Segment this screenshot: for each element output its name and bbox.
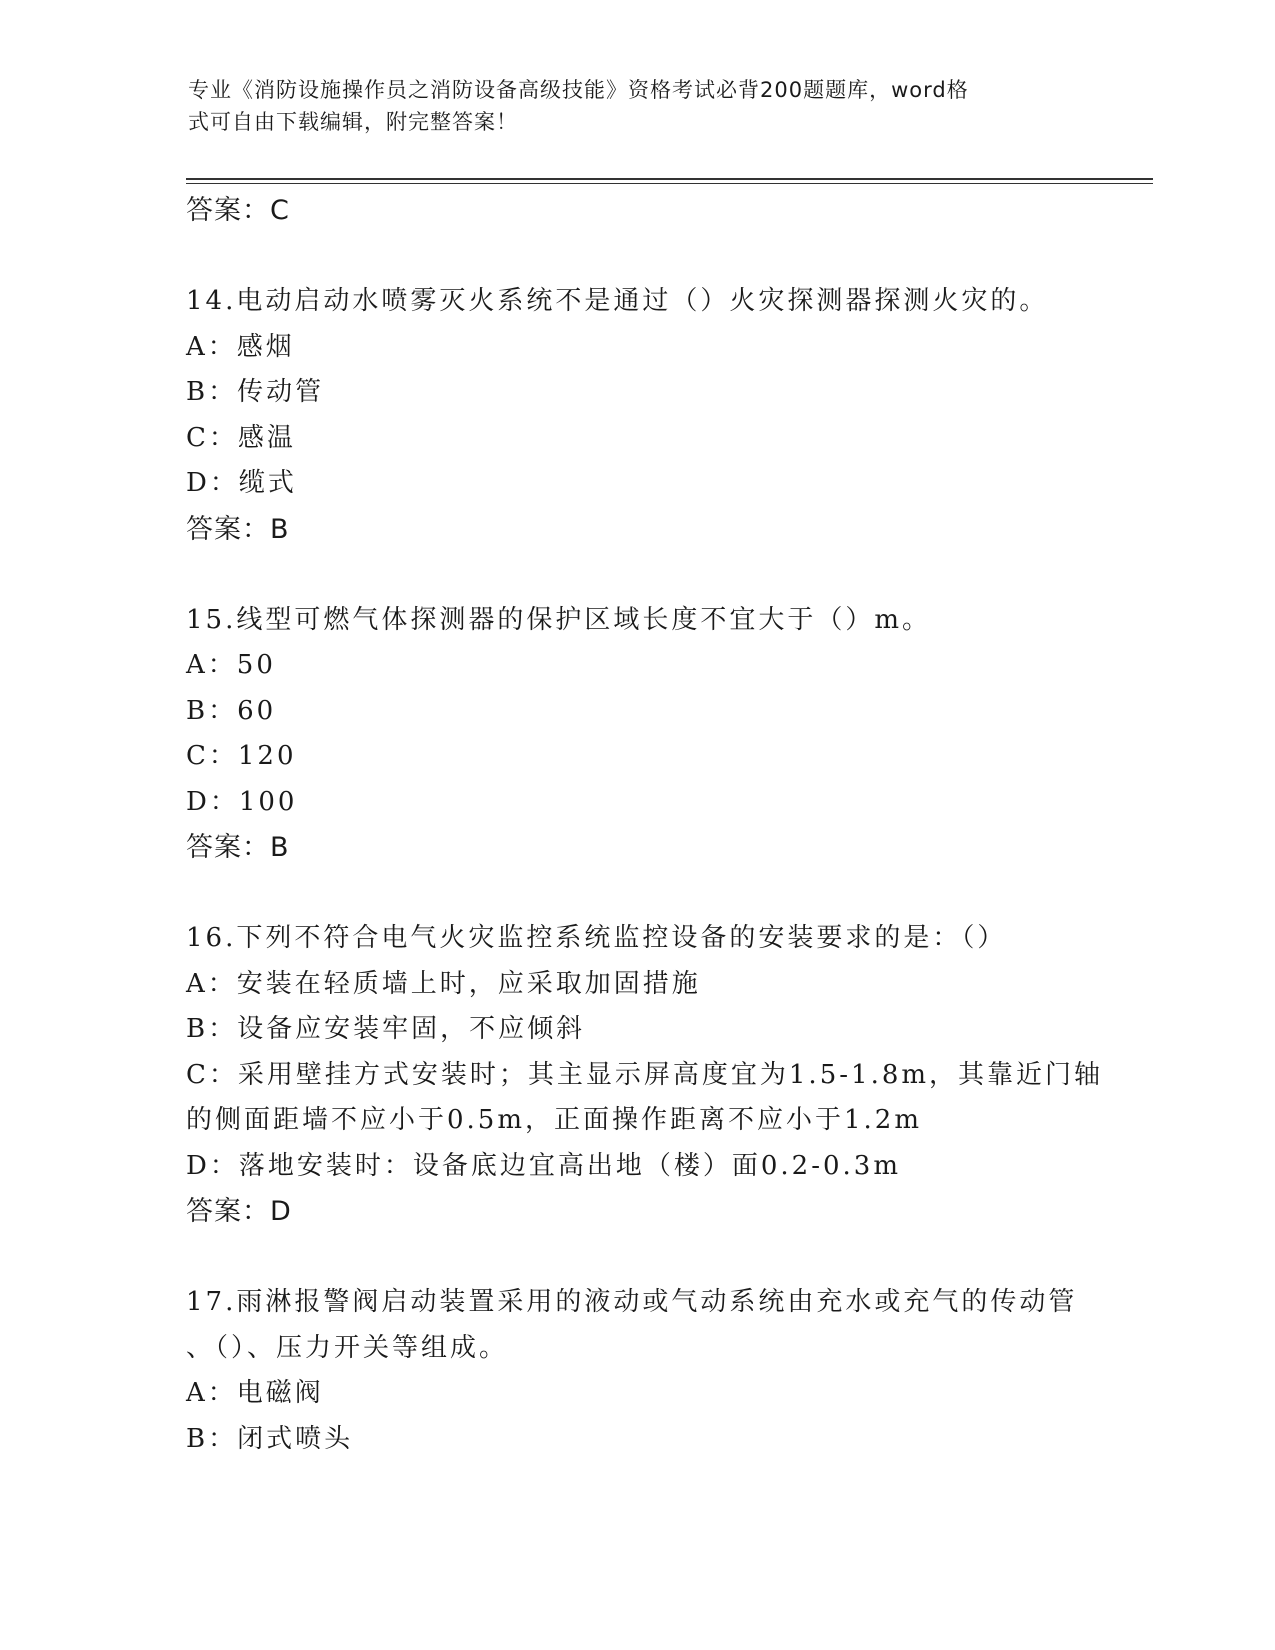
question-17-option-a: A：电磁阀 [186, 1378, 324, 1408]
question-14-answer: 答案：B [186, 513, 290, 545]
question-15-option-c: C：120 [186, 741, 297, 771]
question-15-stem: 15.线型可燃气体探测器的保护区域长度不宜大于（）m。 [186, 604, 932, 635]
question-16-stem: 16.下列不符合电气火灾监控系统监控设备的安装要求的是：（） [186, 923, 1007, 953]
question-14 [186, 279, 1086, 552]
question-14-option-b: B：传动管 [186, 377, 325, 407]
header-line-1: 专业《消防设施操作员之消防设备高级技能》资格考试必背200题题库，word格 [188, 78, 969, 102]
question-14-stem: 14.电动启动水喷雾灭火系统不是通过（）火灾探测器探测火灾的。 [186, 286, 1049, 316]
question-15-option-a: A：50 [186, 650, 276, 680]
question-16-answer: 答案：D [186, 1196, 292, 1227]
question-17 [186, 1280, 1086, 1462]
question-16-option-c-continued: 的侧面距墙不应小于0.5m，正面操作距离不应小于1.2m [186, 1105, 923, 1135]
question-15-answer: 答案：B [186, 832, 290, 863]
block-spacer [186, 234, 1086, 280]
question-16 [186, 916, 1104, 1235]
question-16-option-d: D：落地安装时：设备底边宜高出地（楼）面0.2-0.3m [186, 1150, 901, 1181]
question-17-stem-continued: 、（）、压力开关等组成。 [186, 1332, 509, 1363]
document-header [188, 74, 1068, 138]
question-16-option-b: B：设备应安装牢固，不应倾斜 [186, 1014, 586, 1044]
question-16-option-a: A：安装在轻质墙上时，应采取加固措施 [186, 968, 701, 999]
header-divider-thick [186, 178, 1153, 180]
block-spacer [186, 552, 1086, 598]
question-15-option-b: B：60 [186, 695, 277, 726]
question-15-option-d: D：100 [186, 786, 298, 817]
answer-13: 答案：C [186, 195, 290, 226]
question-14-option-c: C：感温 [186, 422, 296, 453]
header-line-2: 式可自由下载编辑，附完整答案！ [188, 110, 518, 134]
header-divider-thin [186, 183, 1153, 184]
block-spacer [186, 1235, 1086, 1281]
question-list [186, 188, 1104, 1462]
question-15 [186, 598, 1086, 871]
question-14-option-a: A：感烟 [186, 331, 295, 362]
question-17-stem: 17.雨淋报警阀启动装置采用的液动或气动系统由充水或充气的传动管 [186, 1287, 1078, 1317]
question-14-option-d: D：缆式 [186, 468, 297, 498]
block-spacer [186, 871, 1086, 917]
question-16-option-c: C：采用壁挂方式安装时；其主显示屏高度宜为1.5-1.8m，其靠近门轴 [186, 1059, 1104, 1090]
question-17-option-b: B：闭式喷头 [186, 1423, 354, 1454]
